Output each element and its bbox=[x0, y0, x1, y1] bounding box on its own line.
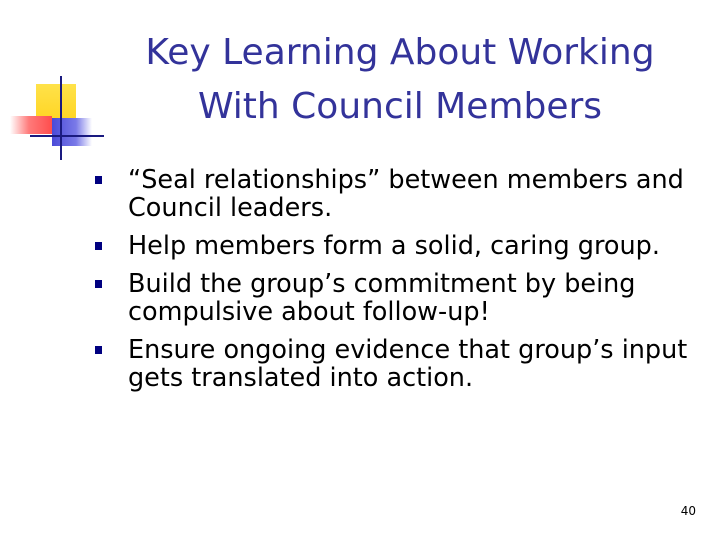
bullet-item bbox=[95, 166, 695, 222]
square-bullet-icon bbox=[95, 176, 102, 184]
bullet-text: “Seal relationships” between members and Council leaders. bbox=[128, 165, 684, 223]
square-bullet-icon bbox=[95, 242, 102, 250]
slide-logo-graphic bbox=[0, 0, 110, 170]
bullet-text: Ensure ongoing evidence that group’s input gets translated into action. bbox=[128, 335, 688, 393]
bullet-list bbox=[95, 166, 695, 402]
square-bullet-icon bbox=[95, 346, 102, 354]
logo-red-bar bbox=[10, 116, 52, 134]
logo-blue-square bbox=[52, 118, 92, 146]
bullet-item bbox=[95, 336, 695, 392]
bullet-item bbox=[95, 232, 695, 260]
slide-title-line-2: With Council Members bbox=[197, 86, 603, 127]
page-number: 40 bbox=[680, 504, 696, 518]
bullet-text: Build the group’s commitment by being compulsive about follow-up! bbox=[128, 269, 636, 327]
bullet-text: Help members form a solid, caring group. bbox=[128, 231, 660, 261]
square-bullet-icon bbox=[95, 280, 102, 288]
slide-title bbox=[100, 26, 700, 134]
slide-title-line-1: Key Learning About Working bbox=[145, 32, 655, 73]
bullet-item bbox=[95, 270, 695, 326]
